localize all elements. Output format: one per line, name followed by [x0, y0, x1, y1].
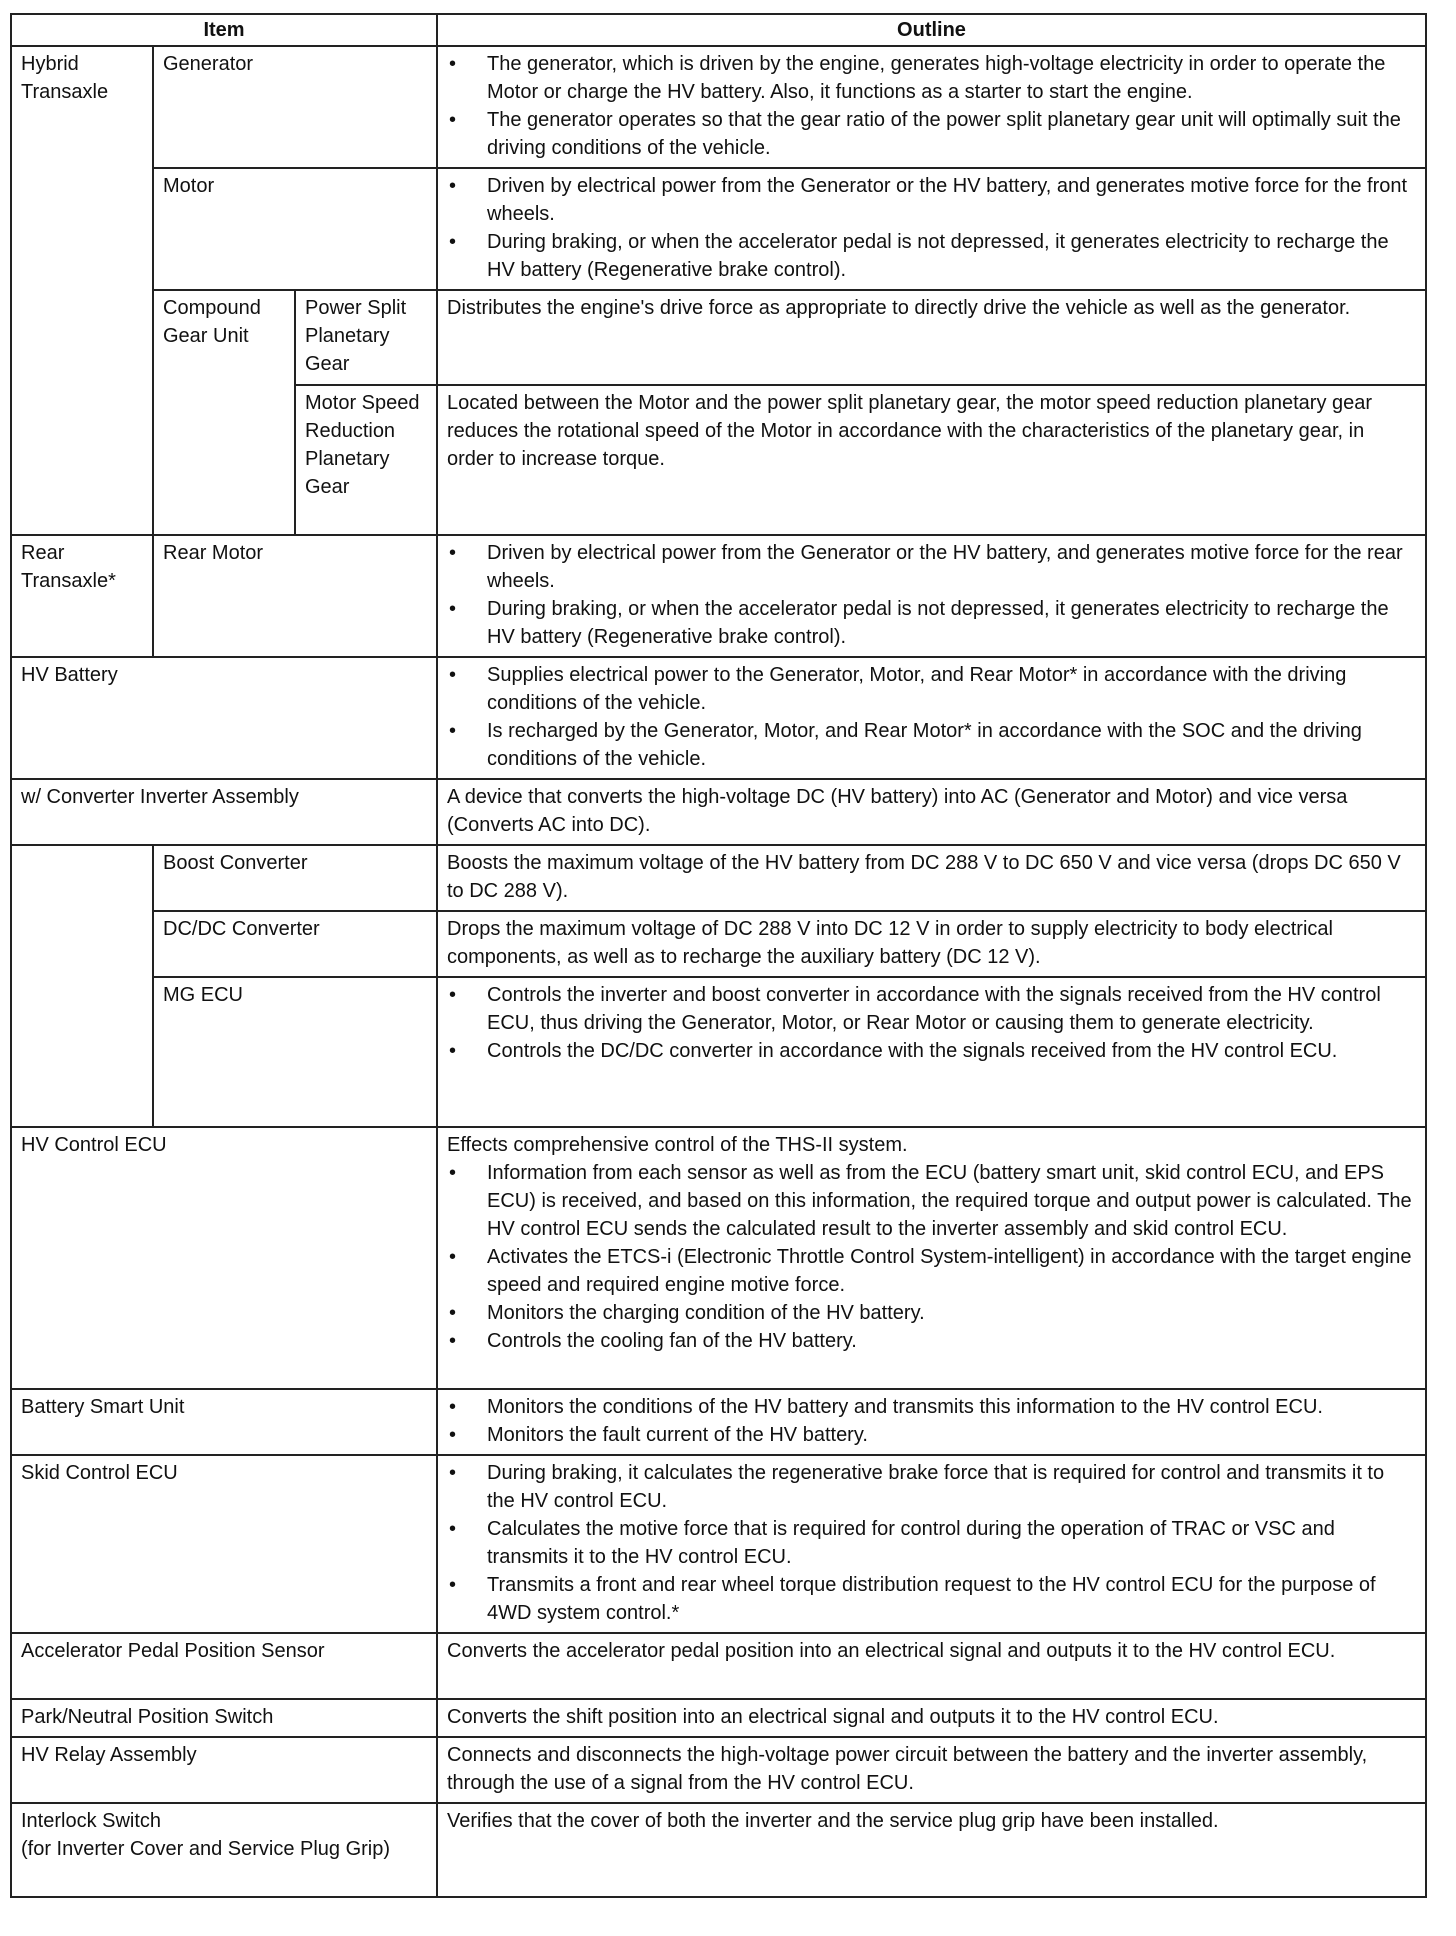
item-power-split-planetary-gear: Power Split Planetary Gear: [295, 290, 437, 385]
bullet-item: • During braking, or when the accelerator pedal is not depressed, it generates electricity to recharge the HV battery (Regenerative brake control).: [447, 228, 1416, 284]
item-skid-control-ecu: Skid Control ECU: [11, 1455, 437, 1633]
bullet-item: • Supplies electrical power to the Generator, Motor, and Rear Motor* in accordance with the driving conditions of the vehicle.: [447, 661, 1416, 717]
bullet-dot: •: [449, 1246, 457, 1268]
outline-motor: [437, 168, 1426, 290]
outline-hv-relay-assembly: Connects and disconnects the high-voltage power circuit between the battery and the inverter assembly, through the use of a signal from the HV control ECU.: [437, 1737, 1426, 1803]
table-row: [11, 46, 1426, 168]
bullet-item: • Controls the DC/DC converter in accordance with the signals received from the HV control ECU.: [447, 1037, 1416, 1065]
item-hv-control-ecu: HV Control ECU: [11, 1127, 437, 1389]
item-mg-ecu: MG ECU: [153, 977, 437, 1127]
bullet-item: • The generator operates so that the gear ratio of the power split planetary gear unit will optimally suit the driving conditions of the vehicle.: [447, 106, 1416, 162]
outline-converter-inverter: A device that converts the high-voltage DC (HV battery) into AC (Generator and Motor) and vice versa (Converts AC into DC).: [437, 779, 1426, 845]
bullet-dot: •: [449, 720, 457, 742]
outline-hv-battery: [437, 657, 1426, 779]
bullet-dot: •: [449, 1330, 457, 1352]
bullet-dot: •: [449, 53, 457, 75]
bullet-item: • Information from each sensor as well as from the ECU (battery smart unit, skid control ECU, and EPS ECU) is received, and based on this information, the required torque and output power is calculated. The HV control ECU sends the calculated result to the inverter assembly and skid control ECU.: [447, 1159, 1416, 1243]
bullet-item: • Transmits a front and rear wheel torque distribution request to the HV control ECU for the purpose of 4WD system control.*: [447, 1571, 1416, 1627]
item-dcdc-converter: DC/DC Converter: [153, 911, 437, 977]
item-hv-battery: HV Battery: [11, 657, 437, 779]
bullet-dot: •: [449, 664, 457, 686]
item-battery-smart-unit: Battery Smart Unit: [11, 1389, 437, 1455]
outline-power-split: Distributes the engine's drive force as appropriate to directly drive the vehicle as well as the generator.: [437, 290, 1426, 385]
bullet-dot: •: [449, 598, 457, 620]
group-hybrid-transaxle: Hybrid Transaxle: [11, 46, 153, 535]
outline-motor-speed-reduction: Located between the Motor and the power split planetary gear, the motor speed reduction planetary gear reduces the rotational speed of the Motor in accordance with the characteristics of the planetary gear, in order to increase torque.: [437, 385, 1426, 535]
bullet-dot: •: [449, 984, 457, 1006]
item-interlock-switch: [11, 1803, 437, 1897]
bullet-dot: •: [449, 109, 457, 131]
item-generator: Generator: [153, 46, 437, 168]
table-row: [11, 1455, 1426, 1633]
bullet-dot: •: [449, 1518, 457, 1540]
table-row: [11, 911, 1426, 977]
bullet-item: • Driven by electrical power from the Generator or the HV battery, and generates motive force for the rear wheels.: [447, 539, 1416, 595]
outline-mg-ecu: [437, 977, 1426, 1127]
outline-hv-control-ecu: [437, 1127, 1426, 1389]
table-row: [11, 1633, 1426, 1699]
item-accelerator-pedal-sensor: Accelerator Pedal Position Sensor: [11, 1633, 437, 1699]
outline-lead: Effects comprehensive control of the THS-II system.: [447, 1134, 908, 1156]
inverter-subgroup-spacer: [11, 845, 153, 1127]
table-row: [11, 1737, 1426, 1803]
bullet-dot: •: [449, 1424, 457, 1446]
bullet-item: • Is recharged by the Generator, Motor, and Rear Motor* in accordance with the SOC and the driving conditions of the vehicle.: [447, 717, 1416, 773]
bullet-dot: •: [449, 175, 457, 197]
outline-boost-converter: Boosts the maximum voltage of the HV battery from DC 288 V to DC 650 V and vice versa (drops DC 650 V to DC 288 V).: [437, 845, 1426, 911]
bullet-dot: •: [449, 1162, 457, 1184]
bullet-dot: •: [449, 1040, 457, 1062]
table-row: [11, 290, 1426, 385]
item-motor: Motor: [153, 168, 437, 290]
bullet-item: • Activates the ETCS-i (Electronic Throttle Control System-intelligent) in accordance with the target engine speed and required engine motive force.: [447, 1243, 1416, 1299]
item-rear-motor: Rear Motor: [153, 535, 437, 657]
item-motor-speed-reduction-gear: Motor Speed Reduction Planetary Gear: [295, 385, 437, 535]
outline-dcdc-converter: Drops the maximum voltage of DC 288 V into DC 12 V in order to supply electricity to body electrical components, as well as to recharge the auxiliary battery (DC 12 V).: [437, 911, 1426, 977]
bullet-item: • Monitors the fault current of the HV battery.: [447, 1421, 1416, 1449]
bullet-item: • Controls the cooling fan of the HV battery.: [447, 1327, 1416, 1355]
bullet-item: • Monitors the conditions of the HV battery and transmits this information to the HV control ECU.: [447, 1393, 1416, 1421]
table-row: [11, 1389, 1426, 1455]
table-row: [11, 168, 1426, 290]
header-outline: Outline: [437, 14, 1426, 46]
item-boost-converter: Boost Converter: [153, 845, 437, 911]
bullet-item: • The generator, which is driven by the engine, generates high-voltage electricity in order to operate the Motor or charge the HV battery. Also, it functions as a starter to start the engine.: [447, 50, 1416, 106]
table-row: [11, 535, 1426, 657]
bullet-dot: •: [449, 1574, 457, 1596]
outline-skid-control-ecu: [437, 1455, 1426, 1633]
interlock-switch-sub: (for Inverter Cover and Service Plug Grip): [21, 1838, 391, 1860]
item-converter-inverter-assembly: w/ Converter Inverter Assembly: [11, 779, 437, 845]
bullet-item: • Controls the inverter and boost converter in accordance with the signals received from the HV control ECU, thus driving the Generator, Motor, or Rear Motor or causing them to generate electricity.: [447, 981, 1416, 1037]
table-row: [11, 1127, 1426, 1389]
table-row: [11, 1699, 1426, 1737]
table-row: [11, 657, 1426, 779]
bullet-item: • During braking, it calculates the regenerative brake force that is required for control and transmits it to the HV control ECU.: [447, 1459, 1416, 1515]
bullet-dot: •: [449, 1462, 457, 1484]
item-hv-relay-assembly: HV Relay Assembly: [11, 1737, 437, 1803]
bullet-item: • During braking, or when the accelerator pedal is not depressed, it generates electricity to recharge the HV battery (Regenerative brake control).: [447, 595, 1416, 651]
table-row: [11, 1803, 1426, 1897]
outline-interlock-switch: Verifies that the cover of both the inverter and the service plug grip have been installed.: [437, 1803, 1426, 1897]
outline-battery-smart-unit: [437, 1389, 1426, 1455]
bullet-dot: •: [449, 542, 457, 564]
interlock-switch-name: Interlock Switch: [21, 1810, 162, 1832]
table-row: [11, 779, 1426, 845]
table-row: [11, 977, 1426, 1127]
table-header-row: [11, 14, 1426, 46]
header-item: Item: [11, 14, 437, 46]
outline-park-neutral-switch: Converts the shift position into an electrical signal and outputs it to the HV control ECU.: [437, 1699, 1426, 1737]
bullet-dot: •: [449, 231, 457, 253]
bullet-item: • Calculates the motive force that is required for control during the operation of TRAC or VSC and transmits it to the HV control ECU.: [447, 1515, 1416, 1571]
bullet-dot: •: [449, 1396, 457, 1418]
component-table: [10, 13, 1427, 1898]
outline-accelerator-pedal-sensor: Converts the accelerator pedal position into an electrical signal and outputs it to the HV control ECU.: [437, 1633, 1426, 1699]
outline-generator: [437, 46, 1426, 168]
bullet-dot: •: [449, 1302, 457, 1324]
item-compound-gear-unit: Compound Gear Unit: [153, 290, 295, 535]
bullet-item: • Driven by electrical power from the Generator or the HV battery, and generates motive force for the front wheels.: [447, 172, 1416, 228]
outline-rear-motor: [437, 535, 1426, 657]
group-rear-transaxle: Rear Transaxle*: [11, 535, 153, 657]
bullet-item: • Monitors the charging condition of the HV battery.: [447, 1299, 1416, 1327]
table-row: [11, 845, 1426, 911]
item-park-neutral-switch: Park/Neutral Position Switch: [11, 1699, 437, 1737]
